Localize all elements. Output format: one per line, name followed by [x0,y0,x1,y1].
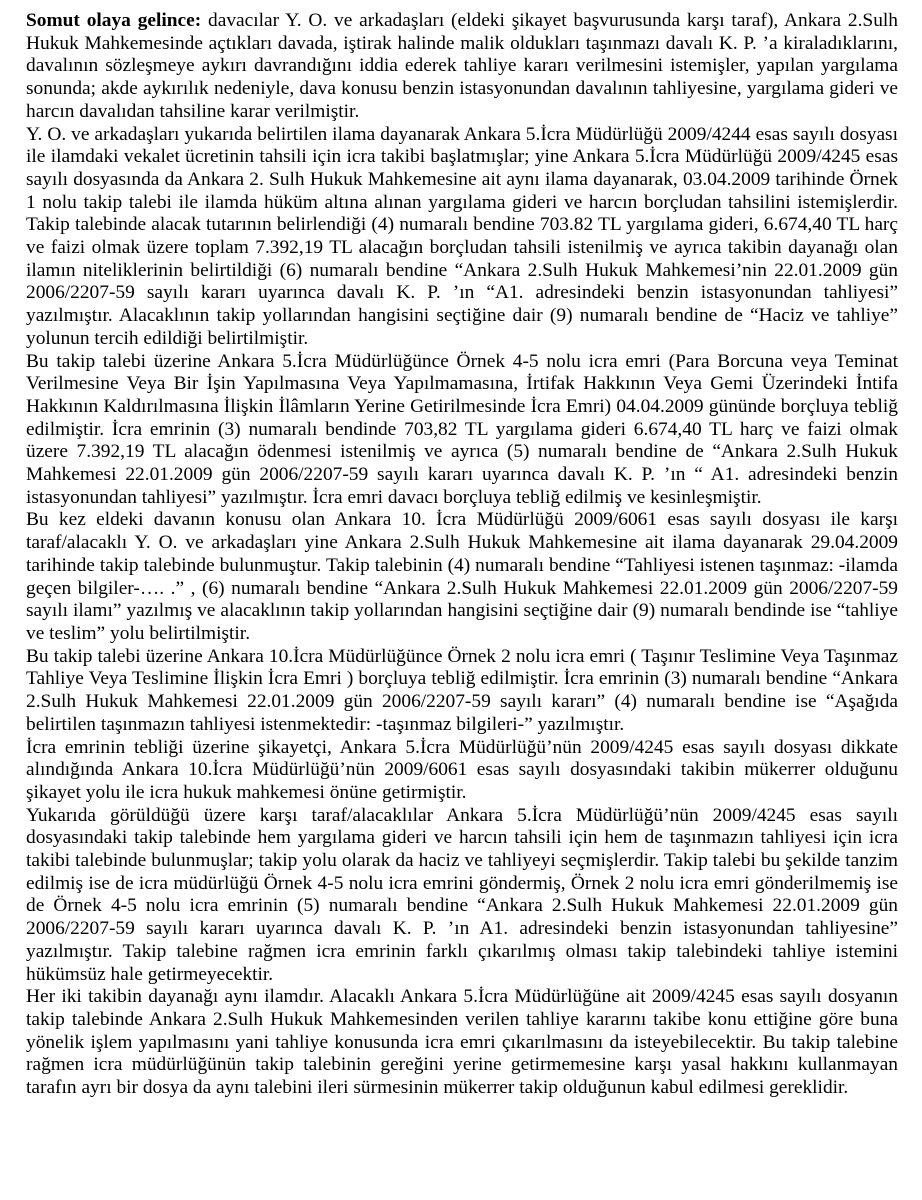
paragraph-intro [26,10,898,124]
paragraph: Bu takip talebi üzerine Ankara 10.İcra Müdürlüğünce Örnek 2 nolu icra emri ( Taşınır Teslimine Veya Taşınmaz Tahliye Veya Teslimine İlişkin İcra Emri ) borçluya tebliğ edilmiştir. İcra emrinin (3) numaralı bendine “Ankara 2.Sulh Hukuk Mahkemesi 22.01.2009 gün 2006/2207-59 sayılı kararı” (4) numaralı bendine ise “Aşağıda belirtilen taşınmazın tahliyesi istenmektedir: -taşınmaz bilgileri-” yazılmıştır. [26,645,898,735]
paragraph: İcra emrinin tebliği üzerine şikayetçi, Ankara 5.İcra Müdürlüğü’nün 2009/4245 esas sayılı dosyası dikkate alındığında Ankara 10.İcra Müdürlüğü’nün 2009/6061 esas sayılı dosyasındaki takibin mükerrer olduğunu şikayet yolu ile icra hukuk mahkemesi önüne getirmiştir. [26,736,898,803]
document-body [26,10,898,1100]
lead-text: davacılar Y. O. ve arkadaşları (eldeki şikayet başvurusunda karşı taraf), Ankara 2.Sulh Hukuk Mahkemesinde açtıkları davada, iştirak halinde malik oldukları taşınmazı davalı K. P. ’a kiraladıklarını, davalının sözleşmeye aykırı davrandığını iddia ederek tahliye kararı verilmesini istemişler, yapılan yargılama sonunda; akde aykırılık nedeniyle, dava konusu benzin istasyonundan davalının tahliyesine, yargılama gideri ve harcın davalıdan tahsiline karar verilmiştir. [26,10,898,122]
paragraph: Y. O. ve arkadaşları yukarıda belirtilen ilama dayanarak Ankara 5.İcra Müdürlüğü 2009/4244 esas sayılı dosyası ile ilamdaki vekalet ücretinin tahsili için icra takibi başlatmışlar; yine Ankara 5.İcra Müdürlüğü 2009/4245 esas sayılı dosyasında da Ankara 2. Sulh Hukuk Mahkemesine ait aynı ilama dayanarak, 03.04.2009 tarihinde Örnek 1 nolu takip talebi ile ilamda hüküm altına alınan yargılama gideri ve harcın borçludan tahsilini istemişlerdir. Takip talebinde alacak tutarının belirlendiği (4) numaralı bendine 703.82 TL yargılama gideri, 6.674,40 TL harç ve faizi olmak üzere toplam 7.392,19 TL alacağın borçludan tahsili istenilmiş ve ayrıca takibin dayanağı olan ilamın niteliklerinin belirtildiği (6) numaralı bendine “Ankara 2.Sulh Hukuk Mahkemesi’nin 22.01.2009 gün 2006/2207-59 sayılı kararı uyarınca davalı K. P. ’ın “A1. adresindeki benzin istasyonundan tahliyesi” yazılmıştır. Alacaklının takip yollarından hangisini seçtiğine dair (9) numaralı bendine de “Haciz ve tahliye” yolunun tercih edildiği belirtilmiştir. [26,123,898,349]
lead-label: Somut olaya gelince: [26,10,202,31]
paragraph: Bu kez eldeki davanın konusu olan Ankara 10. İcra Müdürlüğü 2009/6061 esas sayılı dosyası ile karşı taraf/alacaklı Y. O. ve arkadaşları yine Ankara 2.Sulh Hukuk Mahkemesine ait ilama dayanarak 29.04.2009 tarihinde takip talebinde bulunmuştur. Takip talebinin (4) numaralı bendine “Tahliyesi istenen taşınmaz: -ilamda geçen bilgiler-…. .” , (6) numaralı bendine “Ankara 2.Sulh Hukuk Mahkemesi 22.01.2009 gün 2006/2207-59 sayılı ilamı” yazılmış ve alacaklının takip yollarından hangisini seçtiğine dair (9) numaralı bendinde ise “tahliye ve teslim” yolu belirtilmiştir. [26,509,898,644]
paragraph: Yukarıda görüldüğü üzere karşı taraf/alacaklılar Ankara 5.İcra Müdürlüğü’nün 2009/4245 esas sayılı dosyasındaki takip talebinde hem yargılama gideri ve harcın tahsili için hem de taşınmazın tahliyesi için icra takibi talebinde bulunmuşlar; takip yolu olarak da haciz ve tahliyeyi seçmişlerdir. Takip talebi bu şekilde tanzim edilmiş ise de icra müdürlüğü Örnek 4-5 nolu icra emrini göndermiş, Örnek 2 nolu icra emri gönderilmemiş ise de Örnek 4-5 nolu icra emrinin (5) numaralı bendine “Ankara 2.Sulh Hukuk Mahkemesi 22.01.2009 gün 2006/2207-59 sayılı kararı uyarınca davalı K. P. ’ın A1. adresindeki benzin istasyonundan tahliyesine” yazılmıştır. Takip talebine rağmen icra emrinin farklı çıkarılmış olması takip talebindeki tahliye istemini hükümsüz hale getirmeyecektir. [26,804,898,985]
paragraph: Her iki takibin dayanağı aynı ilamdır. Alacaklı Ankara 5.İcra Müdürlüğüne ait 2009/4245 esas sayılı dosyanın takip talebinde Ankara 2.Sulh Hukuk Mahkemesinden verilen tahliye kararını takibe konu ettiğine göre buna yönelik işlem yapılmasını yani tahliye konusunda icra emri çıkarılmasını da isteyebilecektir. Bu takip talebine rağmen icra müdürlüğünün takip talebinin gereğini yerine getirmemesine karşı yasal hakkını kullanmayan tarafın ayrı bir dosya da aynı talebini ileri sürmesinin mükerrer takip olduğunun kabul edilmesi gereklidir. [26,986,898,1099]
paragraph: Bu takip talebi üzerine Ankara 5.İcra Müdürlüğünce Örnek 4-5 nolu icra emri (Para Borcuna veya Teminat Verilmesine Veya Bir İşin Yapılmasına Veya Yapılmamasına, İrtifak Hakkının Veya Gemi Üzerindeki İntifa Hakkının Kaldırılmasına İlişkin İlâmların Yerine Getirilmesinde İcra Emri) 04.04.2009 gününde borçluya tebliğ edilmiştir. İcra emrinin (3) numaralı bendinde 703,82 TL yargılama gideri 6.674,40 TL harç ve faizi olmak üzere 7.392,19 TL alacağın ödenmesi istenilmiş ve ayrıca (5) numaralı bendine de “Ankara 2.Sulh Hukuk Mahkemesi 22.01.2009 gün 2006/2207-59 sayılı kararı uyarınca davalı K. P. ’ın “ A1. adresindeki benzin istasyonundan tahliyesi” yazılmıştır. İcra emri davacı borçluya tebliğ edilmiş ve kesinleşmiştir. [26,350,898,508]
